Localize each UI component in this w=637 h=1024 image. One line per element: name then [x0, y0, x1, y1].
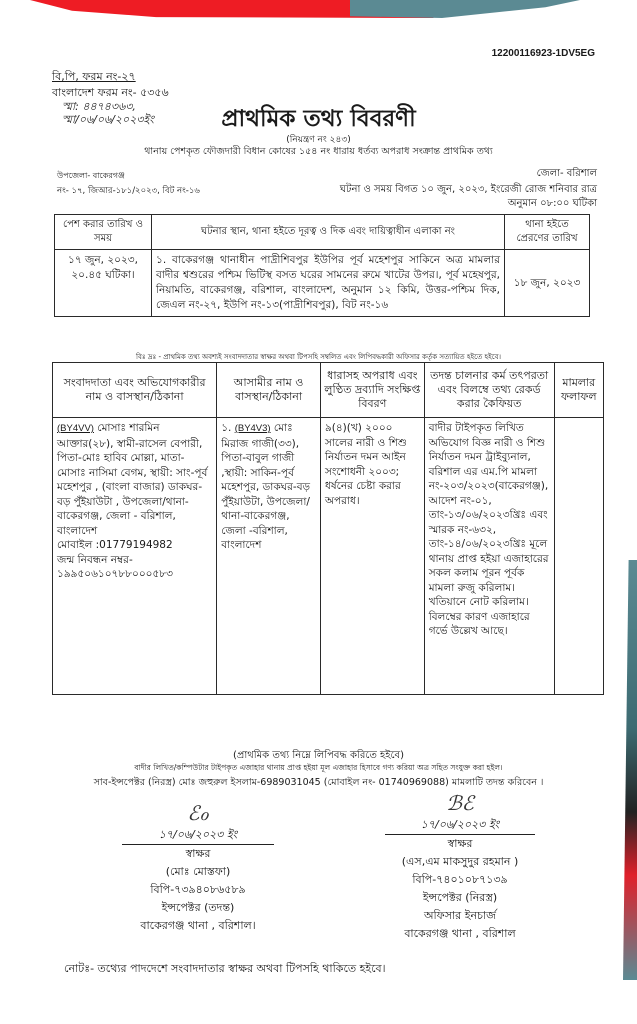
investigation-cell: বাদীর টাইপকৃত লিখিত অভিযোগ বিজ্ঞ নারী ও শিশু নির্যাতন দমন ট্রাইব্যুনাল, বরিশাল এর এম.পি মামলা নং-২০৩/২০২৩(বাকেরগঞ্জ), আদেশ নং-০১, তাং-১৩/০৬/২০২৩খ্রিঃ এবং স্মারক নং-৬৩২, তাং-১৪/০৬/২০২৩খ্রিঃ মূলে থানায় প্রাপ্ত হইয়া এজাহারের সকল কলাম পূরন পূর্বক মামলা রুজু করিলাম। খতিয়ানে নোট করিলাম। বিলম্বের কারণ এজাহারে গর্ভে উল্লেখ আছে।	[424, 418, 554, 695]
footnote: নোটঃ- তথ্যের পাদদেশে সংবাদদাতার স্বাক্ষর অথবা টিপসহি থাকিতে হইবে।	[64, 962, 386, 975]
document-subtitle: থানায় পেশকৃত ফৌজদারী বিধান কোষের ১৫৪ নং ধারায় ধর্তব্য অপরাধ সংক্রান্ত প্রাথমিক তথ্য	[144, 146, 493, 157]
filed-datetime-cell: ১৭ জুন, ২০২৩, ২০.৪৫ ঘটিকা।	[55, 250, 152, 317]
attestation-note: বিঃ দ্রঃ - প্রাথমিক তথ্য অবশ্যই সংবাদদাতার স্বাক্ষর অথবা টিপসহি সম্বলিত এবং লিপিবদ্ধকারী অফিসার কর্তৃক সত্যায়িত হইতে হইবে।	[135, 353, 501, 361]
rule-number: (নিয়ন্ত্রণ নং ২৪৩)	[286, 135, 351, 145]
footer-investigator-note: সাব-ইন্সপেক্টর (নিরস্ত্র) মোঃ জহুরুল ইসলাম-6989031045 (মোবাইল নং- 01740969088) মামলাটি তদন্ত করিবেন ।	[93, 777, 544, 788]
incident-table	[54, 214, 590, 317]
upazila-label: উপজেলা- বাকেরগঞ্জ	[57, 171, 125, 180]
signature-block-right	[385, 790, 535, 943]
officer-bp-number: বিপি-৭৪০১০৮৭১৩৯	[412, 873, 508, 886]
bd-form-number: বাংলাদেশ ফরম নং- ৫৩৫৬	[52, 86, 169, 99]
signature-date: ১৭/০৬/২০২৩ ইং	[385, 816, 535, 835]
signature-date: ১৭/০৬/২০২৩ ইং	[122, 826, 274, 845]
table-row	[55, 250, 590, 317]
header-filed-datetime: পেশ করার তারিখ ও সময়	[55, 215, 152, 250]
complainant-details: মোসাঃ শারমিন আক্তার(২৮), স্বামী-রাসেল বেপারী, পিতা-মোঃ হাবিব মোল্লা, মাতা-মোসাঃ নাসিমা বেগম, স্থায়ী: সাং-পূর্ব মহেশপুর , (বাংলা বাজার) ডাকঘর-বড় পুঁইয়াউটা , উপজেলা/থানা-বাকেরগঞ্জ, জেলা - বরিশাল, বাংলাদেশ	[57, 422, 208, 537]
incident-time: ঘটনা ও সময় বিগত ১০ জুন, ২০২৩, ইংরেজী রোজ শনিবার রাত্র	[339, 184, 597, 195]
officer-designation: ইন্সপেক্টর (নিরস্ত্র)	[422, 891, 498, 904]
footer-instruction: (প্রাথমিক তথ্য নিম্নে লিপিবদ্ধ করিতে হইবে)	[233, 750, 404, 761]
signature-label: স্বাক্ষর	[447, 837, 473, 850]
header-complainant: সংবাদদাতা এবং অভিযোগকারীর নাম ও বাসস্থান/ঠিকানা	[53, 363, 217, 418]
complainant-mobile: মোবাইল :01779194982	[57, 539, 173, 551]
table-header-row	[53, 363, 604, 418]
document-id: 12200116923-1DV5EG	[491, 48, 595, 59]
officer-role: অফিসার ইনচার্জ	[424, 909, 496, 922]
accused-code: (BY4V3)	[234, 423, 271, 434]
case-details-table	[52, 362, 604, 695]
location-cell: ১. বাকেরগঞ্জ থানাধীন পাদ্রীশিবপুর ইউপির পূর্ব মহেশপুর সাকিনে অত্র মামলার বাদীর শ্বশুরের পশ্চিম ভিটিস্থ বসত ঘরের সামনের রুমে খাটের উপর।, পূর্ব মহেষপুর, নিয়ামতি, বাকেরগঞ্জ, বরিশাল, বাংলাদেশ, অনুমান ১২ কিমি, উত্তর-পশ্চিম দিক, জেএল নং-২৭, ইউপি নং-১৩(পাদ্রীশিবপুর), বিট নং-১৬	[152, 250, 505, 317]
case-number: নং- ১৭, জিআর-১৮১/২০২৩, বিট নং-১৬	[57, 186, 200, 196]
accused-index: ১.	[221, 422, 235, 434]
complainant-code: (BY4VV)	[57, 423, 94, 434]
officer-station: বাকেরগঞ্জ থানা , বরিশাল	[404, 927, 516, 940]
header-accused: আসামীর নাম ও বাসস্থান/ঠিকানা	[217, 363, 321, 418]
complainant-birth-reg: জন্ম নিবন্ধন নম্বর- ১৯৯৫০৬১০৭৮৮০০০৫৮৩	[57, 553, 173, 580]
header-offense: ধারাসহ অপরাধ এবং লুণ্ঠিত দ্রব্যাদি সংক্ষিপ্ত বিবরণ	[320, 363, 424, 418]
signature-label: স্বাক্ষর	[185, 847, 211, 860]
footer-attachment-note: বাদীর লিখিত/কম্পিউটার টাইপকৃত এজাহার থানায় প্রাপ্ত হইয়া মূল এজাহার হিসাবে গণ্য করিয়া অত্র সহিত সংযুক্ত করা হইল।	[134, 763, 503, 772]
stamp-line-1: স্মা: ৪৪৭৪৩৬৩,	[62, 100, 136, 113]
header-investigation: তদন্ত চালনার কর্ম তৎপরতা এবং বিলম্বে তথ্য রেকর্ড করার কৈফিয়ত	[424, 363, 554, 418]
signature-scribble-icon: ℰℴ	[187, 801, 209, 825]
officer-bp-number: বিপি-৭৩৯৪০৮৬৫৮৯	[150, 883, 246, 896]
result-cell	[554, 418, 603, 695]
stamp-line-2: স্মা/০৬/০৬/২০২৩ইং	[62, 113, 154, 126]
officer-station: বাকেরগঞ্জ থানা , বরিশাল।	[140, 919, 256, 932]
accused-cell	[217, 418, 321, 695]
approx-time: অনুমান ০৮:০০ ঘটিকা	[507, 198, 597, 209]
document-title: প্রাথমিক তথ্য বিবরণী	[221, 106, 416, 132]
district-label: জেলা- বরিশাল	[536, 168, 597, 179]
accused-details: মোঃ মিরাজ গাজী(৩৩), পিতা-বাবুল গাজী ,স্থায়ী: সাকিন-পূর্ব মহেশপুর, ডাকঘর-বড় পুঁইয়াউটা, উপজেলা/থানা-বাকেরগঞ্জ, জেলা -বরিশাল, বাংলাদেশ	[221, 422, 311, 551]
bp-form-number: বি,পি, ফরম নং-২৭	[52, 70, 136, 83]
table-header-row	[55, 215, 590, 250]
officer-name: (মোঃ মোস্তফা)	[165, 865, 231, 878]
sent-date-cell: ১৮ জুন, ২০২৩	[505, 250, 590, 317]
signature-scribble-icon: ℬℰ	[446, 791, 474, 815]
offense-cell: ৯(৪)(খ) ২০০০ সালের নারী ও শিশু নির্যাতন দমন আইন সংশোধনী ২০০৩; ধর্ষনের চেষ্টা করার অপরাধ।	[320, 418, 424, 695]
header-sent-date: থানা হইতে প্রেরণের তারিখ	[505, 215, 590, 250]
signature-block-left	[122, 800, 274, 935]
header-result: মামলার ফলাফল	[554, 363, 603, 418]
complainant-cell	[53, 418, 217, 695]
table-row	[53, 418, 604, 695]
header-location: ঘটনার স্থান, থানা হইতে দূরত্ব ও দিক এবং দায়িত্বাধীন এলাকা নং	[152, 215, 505, 250]
officer-designation: ইন্সপেক্টর (তদন্ত)	[161, 901, 235, 914]
officer-name: (এস,এম মাকসুদুর রহমান )	[401, 855, 519, 868]
